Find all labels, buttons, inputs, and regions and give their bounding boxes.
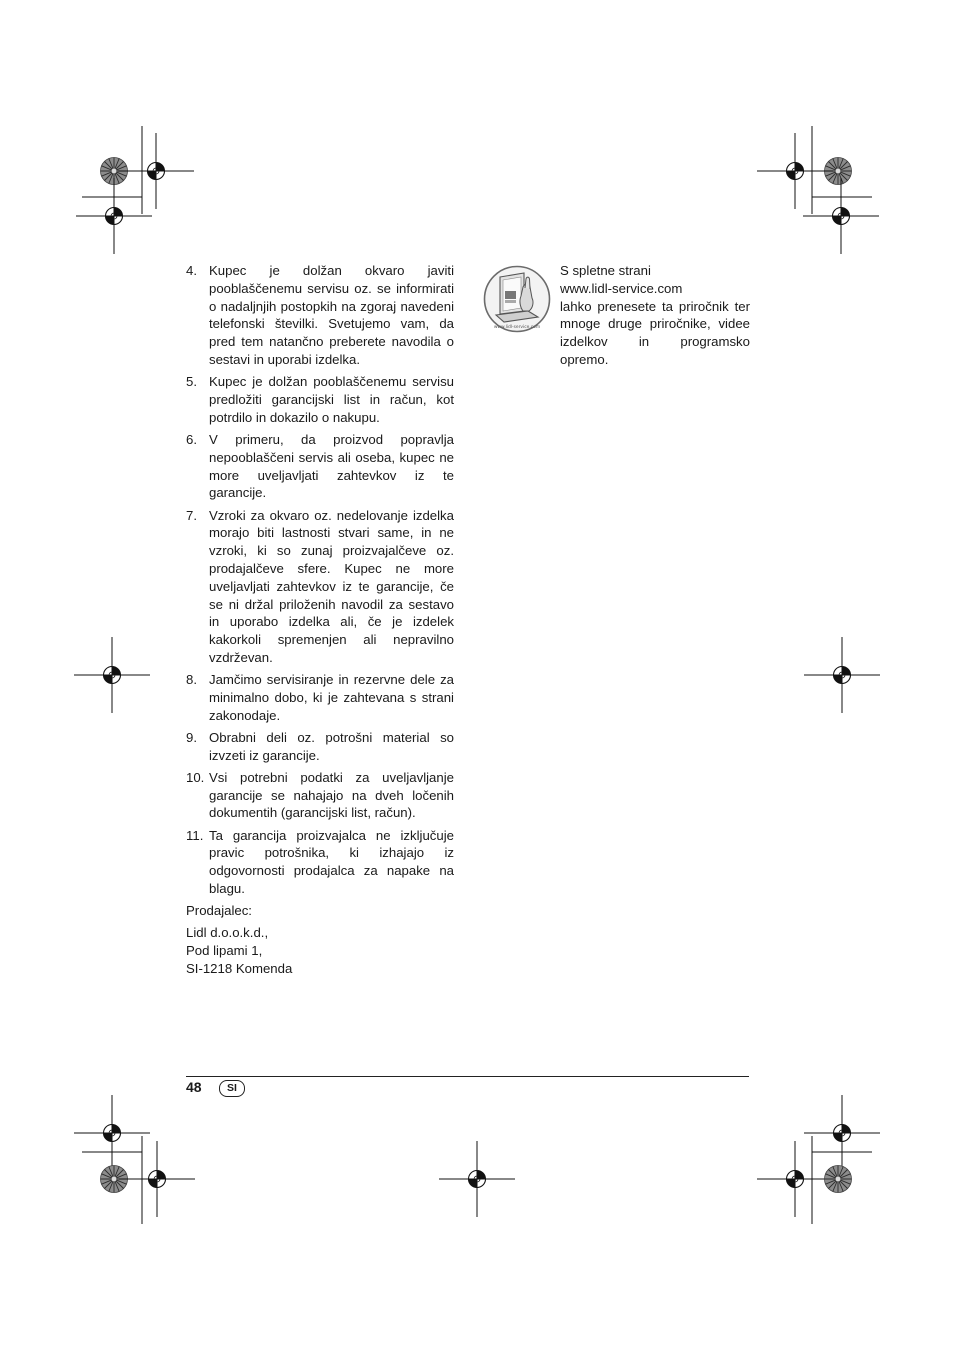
item-text: Obrabni deli oz. potrošni material so izvzeti iz garancije. bbox=[209, 729, 454, 763]
color-target-icon bbox=[101, 158, 128, 185]
crosshair-registration-icon bbox=[118, 133, 194, 209]
crosshair-registration-icon bbox=[804, 1095, 880, 1171]
seller-name: Lidl d.o.o.k.d., bbox=[186, 925, 269, 941]
item-text: Vzroki za okvaro oz. nedelovanje izdelka morajo biti lastnosti stvari same, in ne vzroki, ki so zunaj proizvajalčeve oz. prodajalčeve sfere. Kupec ne more uveljavljati zahtevkov iz te garancije, če se ni držal priloženih navodil za sestavo in uporabo izdelka ali, če je izdelek kakorkoli spremenjen ali nepravilno vzdrževan. bbox=[209, 507, 454, 665]
color-target-icon bbox=[825, 1166, 852, 1193]
warranty-item-9 bbox=[186, 729, 454, 765]
warranty-item-5 bbox=[186, 373, 454, 426]
warranty-column bbox=[186, 262, 454, 977]
web-line-6: opremo. bbox=[560, 351, 609, 367]
warranty-item-4 bbox=[186, 262, 454, 369]
seller-street: Pod lipami 1, bbox=[186, 942, 263, 958]
crosshair-registration-icon bbox=[119, 1141, 195, 1217]
warranty-item-8 bbox=[186, 671, 454, 724]
item-number: 4. bbox=[186, 263, 197, 278]
language-badge: SI bbox=[219, 1080, 245, 1097]
item-number: 10. bbox=[186, 769, 205, 785]
item-text: Ta garancija proizvajalca ne izključuje pravic potrošnika, ki izhajajo iz odgovornosti prodajalca za napake na blagu. bbox=[209, 827, 454, 897]
item-number: 5. bbox=[186, 374, 197, 390]
color-target-icon bbox=[825, 158, 852, 185]
web-line-3: lahko prenesete ta priročnik ter bbox=[560, 298, 750, 314]
web-url: www.lidl-service.com bbox=[560, 280, 683, 296]
item-number: 11. bbox=[186, 827, 204, 843]
color-target-icon bbox=[101, 1166, 128, 1193]
seller-city: SI-1218 Komenda bbox=[186, 960, 293, 976]
warranty-item-6 bbox=[186, 431, 454, 502]
warranty-item-10 bbox=[186, 769, 454, 822]
item-number: 7. bbox=[186, 507, 197, 523]
item-number: 6. bbox=[186, 431, 197, 447]
crosshair-registration-icon bbox=[757, 133, 833, 209]
crosshair-registration-icon bbox=[804, 637, 880, 713]
footer-rule bbox=[186, 1076, 749, 1077]
item-text: Vsi potrebni podatki za uveljavljanje garancije se nahajajo na dveh ločenih dokumentih (garancijski list, račun). bbox=[209, 769, 454, 821]
web-line-4: mnoge druge priročnike, videe bbox=[560, 316, 750, 332]
crosshair-registration-icon bbox=[74, 637, 150, 713]
web-info-text bbox=[560, 262, 750, 369]
web-line-1: S spletne strani bbox=[560, 263, 651, 278]
crosshair-registration-icon bbox=[74, 1095, 150, 1171]
crosshair-registration-icon bbox=[803, 178, 879, 254]
item-text: V primeru, da proizvod popravlja nepooblaščeni servis ali oseba, kupec ne more uveljavljati zahtevkov iz te garancije. bbox=[209, 431, 454, 501]
page-number: 48 bbox=[186, 1079, 202, 1095]
seller-block bbox=[186, 902, 454, 977]
crosshair-registration-icon bbox=[757, 1141, 833, 1217]
icon-url-text: www.lidl-service.com bbox=[493, 325, 541, 330]
warranty-item-7 bbox=[186, 507, 454, 667]
item-text: Kupec je dolžan pooblaščenemu servisu predložiti garancijski list in račun, kot potrdilo in dokazilo o nakupu. bbox=[209, 374, 454, 425]
crosshair-registration-icon bbox=[439, 1141, 515, 1217]
crosshair-registration-icon bbox=[76, 178, 152, 254]
item-text: Kupec je dolžan okvaro javiti pooblaščenemu servisu oz. se informirati o nadaljnjih postopkih na zgoraj navedeni telefonski številki. Svetujemo vam, da pred tem natančno preberete navodila o sestavi in uporabi izdelka. bbox=[209, 263, 454, 367]
item-text: Jamčimo servisiranje in rezervne dele za minimalno dobo, ki je zahtevana s strani zakonodaje. bbox=[209, 672, 454, 723]
item-number: 8. bbox=[186, 672, 197, 688]
item-number: 9. bbox=[186, 729, 197, 745]
warranty-item-11 bbox=[186, 827, 454, 898]
seller-label: Prodajalec: bbox=[186, 903, 252, 919]
web-line-5: izdelkov in programsko bbox=[560, 334, 750, 350]
laptop-with-hand-icon bbox=[483, 264, 551, 334]
